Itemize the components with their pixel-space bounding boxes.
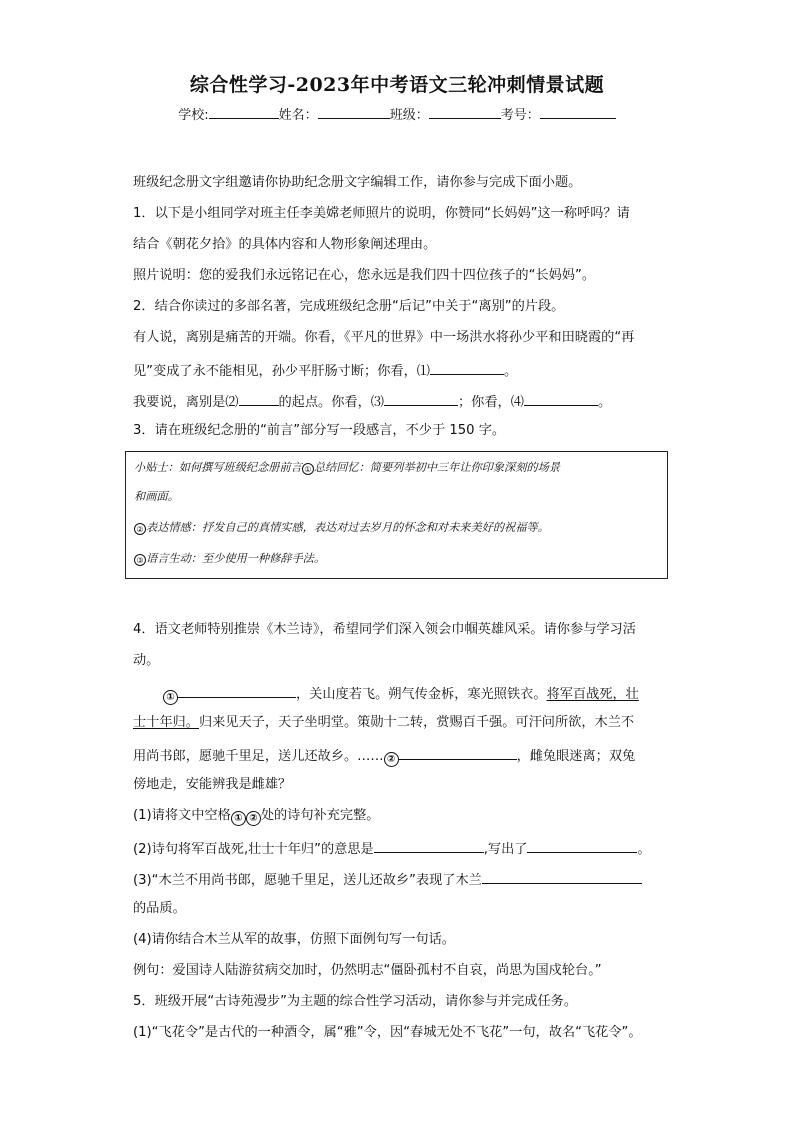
q2-line3-text: 见”变成了永不能相见，孙少平肝肠寸断；你看，⑴ [133, 364, 430, 379]
q4-sub2-blank-2[interactable] [527, 839, 637, 853]
school-label: 学校: [178, 108, 209, 123]
q5-line1: 5．班级开展“古诗苑漫步”为主题的综合性学习活动，请你参与并完成任务。 [133, 994, 578, 1009]
class-blank[interactable] [429, 106, 501, 119]
poem-blank-1[interactable] [178, 684, 296, 698]
class-label: 班级： [389, 108, 429, 123]
name-blank[interactable] [318, 106, 390, 119]
student-info-line [0, 104, 794, 123]
q4-line2: 动。 [133, 653, 160, 668]
poem-underlined-2: 士十年归。 [133, 715, 199, 730]
poem-underlined-1: 将军百战死，壮 [546, 687, 639, 702]
q2-blank-4[interactable] [524, 392, 598, 406]
poem-text-3: 用尚书郎，愿驰千里足，送儿还故乡。…… [133, 749, 384, 764]
poem-line4: 傍地走，安能辨我是雌雄？ [133, 777, 292, 792]
q2-line1: 2．结合你读过的多部名著，完成班级纪念册“后记”中关于“离别”的片段。 [133, 299, 565, 314]
circled-number-2: ② [384, 752, 399, 767]
q4-sub2-blank-1[interactable] [374, 839, 484, 853]
q1-line2: 结合《朝花夕拾》的具体内容和人物形象阐述理由。 [133, 237, 437, 252]
poem-blank-2[interactable] [399, 746, 517, 760]
school-blank[interactable] [209, 106, 279, 119]
q2-line4-text-c: ；你看，⑷ [458, 395, 524, 410]
exam-no-blank[interactable] [540, 106, 616, 119]
q4-sub2 [133, 839, 651, 858]
tips-box [125, 451, 668, 579]
tip-3-text: 语言生动：至少使用一种修辞手法。 [146, 552, 326, 565]
exam-no-label: 考号： [500, 108, 540, 123]
poem-text-3b: ，雌兔眼迷离；双兔 [516, 749, 636, 764]
q1-line1: 1．以下是小组同学对班主任李美嫦老师照片的说明，你赞同“长妈妈”这一称呼吗？请 [133, 206, 630, 221]
q2-line2: 有人说，离别是痛苦的开端。你看，《平凡的世界》中一场洪水将孙少平和田晓霞的“再 [133, 330, 635, 345]
q4-sub4: (4)请你结合木兰从军的故事，仿照下面例句写一句话。 [133, 932, 455, 947]
q2-line4-text-a: 我要说，离别是⑵ [133, 395, 239, 410]
tip-line4 [134, 552, 325, 566]
poem-line1 [163, 684, 639, 705]
q4-sub1-text-end: 处的诗句补充完整。 [260, 808, 380, 823]
q4-line1: 4．语文老师特别推崇《木兰诗》，希望同学们深入领会巾帼英雄风采。请你参与学习活 [133, 622, 636, 637]
name-label: 姓名： [278, 108, 318, 123]
intro-text: 班级纪念册文字组邀请你协助纪念册文字编辑工作，请你参与完成下面小题。 [133, 175, 582, 190]
q4-sub3-blank[interactable] [482, 870, 642, 884]
q4-sub3-text: (3)“木兰不用尚书郎，愿驰千里足，送儿还故乡”表现了木兰 [133, 873, 482, 888]
q2-blank-2[interactable] [239, 392, 279, 406]
q4-sub3-end: 的品质。 [133, 901, 186, 916]
tip-line3 [134, 521, 549, 535]
q2-line4-text-b: 的起点。你看，⑶ [278, 395, 384, 410]
q2-line3 [133, 361, 517, 380]
poem-text-1: ，关山度若飞。朔气传金柝，寒光照铁衣。 [296, 687, 547, 702]
q2-blank-3[interactable] [384, 392, 458, 406]
q2-line3-end: 。 [503, 364, 518, 379]
q4-sub1-text: (1)请将文中空格 [133, 808, 231, 823]
poem-text-2: 归来见天子，天子坐明堂。策勋十二转，赏赐百千强。可汗问所欲，木兰不 [198, 715, 635, 730]
circled-number-1: ① [231, 811, 246, 826]
circled-number-2: ② [134, 523, 146, 535]
q1-photo-caption: 照片说明：您的爱我们永远铭记在心，您永远是我们四十四位孩子的“长妈妈”。 [133, 268, 596, 283]
tip-2-text: 表达情感：抒发自己的真情实感，表达对过去岁月的怀念和对未来美好的祝福等。 [146, 521, 549, 534]
tip-1-text: 总结回忆：简要列举初中三年让你印象深刻的场景 [313, 461, 560, 474]
page-title: 综合性学习-2023年中考语文三轮冲刺情景试题 [189, 74, 605, 96]
circled-number-2: ② [246, 811, 261, 826]
circled-number-1: ① [163, 690, 178, 705]
q2-blank-1[interactable] [430, 361, 504, 375]
q4-sub2-text-b: ,写出了 [483, 842, 528, 857]
tip-heading: 小贴士：如何撰写班级纪念册前言 [134, 461, 302, 474]
poem-line3 [133, 746, 635, 767]
q4-sub3 [133, 870, 642, 889]
q3-line1: 3．请在班级纪念册的“前言”部分写一段感言，不少于 150 字。 [133, 423, 506, 438]
q4-sub2-end: 。 [637, 842, 651, 857]
q4-sub1 [133, 808, 380, 826]
q5-line2: (1)“飞花令”是古代的一种酒令，属“雅”令，因“春城无处不飞花”一句，故名“飞花令”。 [133, 1025, 642, 1040]
q2-line4 [133, 392, 611, 411]
q2-line4-end: 。 [597, 395, 612, 410]
q4-sub2-text: (2)诗句将军百战死,壮士十年归”的意思是 [133, 842, 374, 857]
q4-example: 例句：爱国诗人陆游贫病交加时，仍然明志“僵卧孤村不自哀，尚思为国戍轮台。” [133, 963, 602, 978]
tip-line1 [134, 461, 560, 475]
circled-number-3: ③ [134, 554, 146, 566]
tip-line2: 和画面。 [134, 490, 179, 503]
poem-line2 [133, 715, 634, 731]
circled-number-1: ① [302, 463, 314, 475]
